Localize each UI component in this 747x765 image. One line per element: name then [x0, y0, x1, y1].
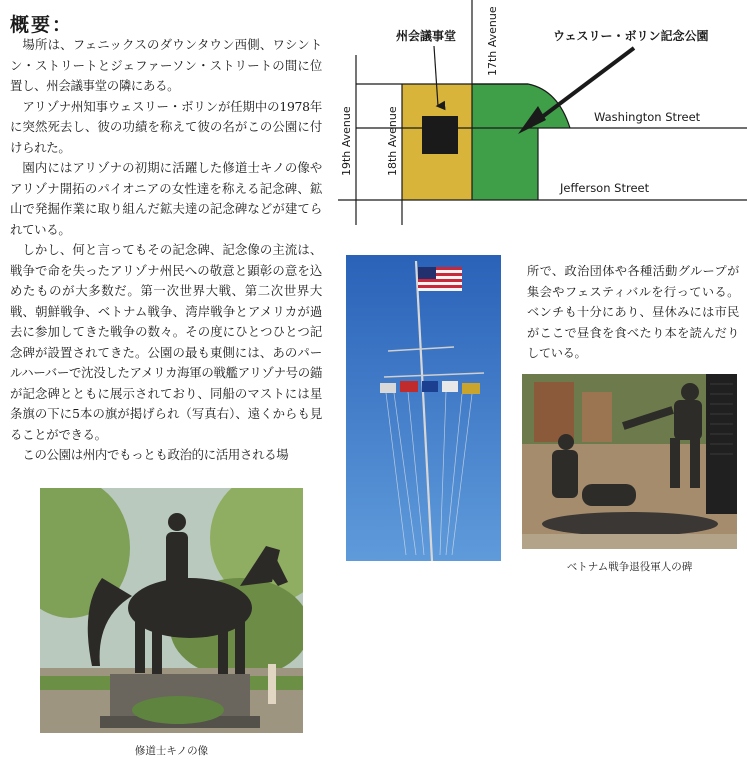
paragraph-war-memorials: しかし、何と言ってもその記念碑、記念像の主流は、戦争で命を失ったアリゾナ州民への敬意と顕彰の意を込めたものが大多数だ。第一次世界大戦、第二次世界大戦、朝鮮戦争、ベトナム戦争、湾岸戦争とアメリカが過去に参加してきた戦争の数々。その度にひとつひとつ記念碑が設置されてきた。公園の最も東側には、あのパールハーバーで沈没したアメリカ海軍の戦艦アリゾナ号の錨が記念碑とともに展示されており、同船のマストには星条旗の下に5本の旗が掲げられ（写真右）、遠くからも見ることができる。	[10, 242, 322, 442]
paragraph-location: 場所は、フェニックスのダウンタウン西側、ワシントン・ストリートとジェファーソン・ストリートの間に位置し、州会議事堂の隣にある。	[10, 37, 322, 93]
kino-caption: 修道士キノの像	[134, 745, 209, 757]
page-heading: 概要：	[10, 14, 74, 36]
body-text	[10, 35, 322, 466]
capitol-building	[422, 116, 458, 154]
capitol-label: 州会議事堂	[396, 29, 457, 43]
19th-avenue-label: 19th Avenue	[340, 106, 353, 176]
vietnam-caption: ベトナム戦争退役軍人の碑	[566, 561, 693, 573]
flagpole-photo	[346, 255, 501, 561]
paragraph-naming: アリゾナ州知事ウェスリー・ボリンが任期中の1978年に突然死去し、彼の功績を称えて彼の名がこの公園に付けられた。	[10, 98, 322, 155]
vietnam-memorial-photo	[522, 374, 737, 549]
park-label: ウェスリー・ボリン記念公園	[553, 29, 709, 43]
jefferson-street-label: Jefferson Street	[560, 181, 650, 195]
continued-paragraph: 所で、政治団体や各種活動グループが集会やフェスティバルを行っている。ベンチも十分にあり、昼休みには市民がここで昼食を食べたり本を読んだりしている。	[527, 264, 739, 360]
17th-avenue-label: 17th Avenue	[486, 6, 499, 76]
paragraph-monuments: 園内にはアリゾナの初期に活躍した修道士キノの像やアリゾナ開拓のパイオニアの女性達を称える記念碑、鉱山で発掘作業に取り組んだ鉱夫達の記念碑などが建てられている。	[10, 160, 322, 237]
park-area	[472, 84, 570, 200]
kino-statue-photo	[40, 488, 303, 733]
washington-street-label: Washington Street	[594, 110, 701, 124]
us-flag	[418, 267, 462, 291]
paragraph-political-use: この公園は州内でもっとも政治的に活用される場	[22, 447, 289, 462]
18th-avenue-label: 18th Avenue	[386, 106, 399, 176]
location-map	[338, 0, 747, 225]
